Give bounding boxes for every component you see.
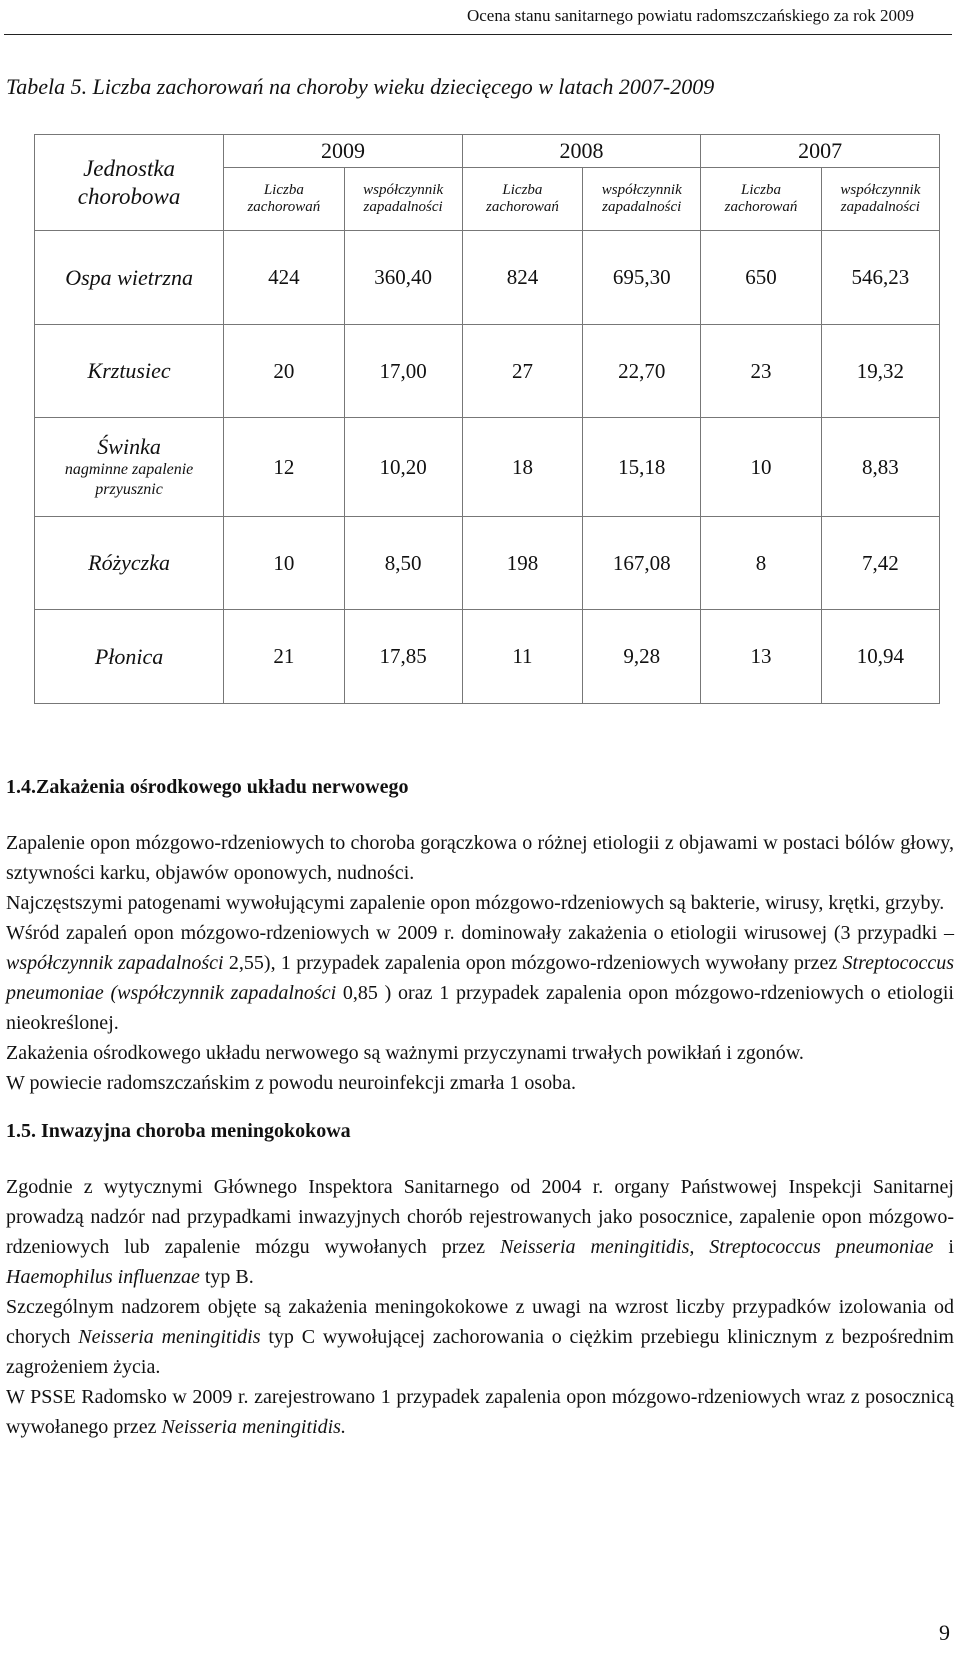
cases-value: 10	[701, 418, 821, 517]
table-row	[35, 517, 940, 610]
rate-value: 8,50	[344, 517, 462, 610]
disease-subname: przyusznic	[95, 481, 163, 498]
cases-header: Liczba zachorowań	[462, 168, 582, 231]
table-row	[35, 610, 940, 704]
cases-value: 13	[701, 610, 821, 704]
cases-value: 23	[701, 325, 821, 418]
rate-value: 695,30	[583, 231, 701, 325]
rate-value: 8,83	[821, 418, 939, 517]
rate-header: współczynnik zapadalności	[344, 168, 462, 231]
cases-value: 21	[224, 610, 344, 704]
rate-value: 7,42	[821, 517, 939, 610]
table-caption: Tabela 5. Liczba zachorowań na choroby wieku dziecięcego w latach 2007-2009	[6, 74, 715, 99]
year-header-2009: 2009	[224, 135, 463, 168]
cases-value: 11	[462, 610, 582, 704]
cases-value: 824	[462, 231, 582, 325]
paragraph: Zgodnie z wytycznymi Głównego Inspektora Sanitarnego od 2004 r. organy Państwowej Inspekcji Sanitarnej prowadzą nadzór nad przypadkami inwazyjnych chorób rejestrowanych jako posocznice, zapalenie opon mózgowo-rdzeniowych lub zapalenie mózgu wywołanych przez Neisseria meningitidis, Streptococcus pneumoniae i Haemophilus influenzae typ B.	[6, 1176, 954, 1288]
rate-value: 17,00	[344, 325, 462, 418]
rate-value: 10,20	[344, 418, 462, 517]
header-rule	[4, 34, 952, 35]
year-header-2008: 2008	[462, 135, 701, 168]
disease-name: Płonica	[35, 610, 224, 704]
table-row	[35, 418, 940, 517]
rate-value: 19,32	[821, 325, 939, 418]
rate-value: 9,28	[583, 610, 701, 704]
rate-header: współczynnik zapadalności	[583, 168, 701, 231]
cases-value: 12	[224, 418, 344, 517]
paragraph: Szczególnym nadzorem objęte są zakażenia meningokokowe z uwagi na wzrost liczby przypadków izolowania od chorych Neisseria meningitidis typ C wywołującej zachorowania o ciężkim przebiegu klinicznym z bezpośrednim zagrożeniem życia.	[6, 1296, 954, 1378]
year-header-2007: 2007	[701, 135, 940, 168]
rate-value: 360,40	[344, 231, 462, 325]
unit-column-header: Jednostka chorobowa	[35, 135, 224, 231]
cases-value: 8	[701, 517, 821, 610]
paragraph: Najczęstszymi patogenami wywołującymi zapalenie opon mózgowo-rdzeniowych są bakterie, wirusy, krętki, grzyby.	[6, 892, 945, 914]
disease-name: Krztusiec	[35, 325, 224, 418]
cases-value: 20	[224, 325, 344, 418]
rate-header: współczynnik zapadalności	[821, 168, 939, 231]
disease-name: Świnka nagminne zapalenie przyusznic	[35, 418, 224, 517]
rate-value: 546,23	[821, 231, 939, 325]
running-header: Ocena stanu sanitarnego powiatu radomszczańskiego za rok 2009	[466, 6, 914, 25]
cases-value: 424	[224, 231, 344, 325]
rate-value: 22,70	[583, 325, 701, 418]
cases-value: 650	[701, 231, 821, 325]
page-number: 9	[939, 1620, 950, 1645]
section-heading-1-4: 1.4.Zakażenia ośrodkowego układu nerwowego	[6, 776, 409, 798]
rate-value: 15,18	[583, 418, 701, 517]
cases-value: 27	[462, 325, 582, 418]
disease-name: Różyczka	[35, 517, 224, 610]
rate-value: 167,08	[583, 517, 701, 610]
rate-value: 17,85	[344, 610, 462, 704]
disease-name: Ospa wietrzna	[35, 231, 224, 325]
document-body	[6, 772, 954, 1442]
disease-subname: nagminne zapalenie	[64, 461, 194, 478]
cases-value: 18	[462, 418, 582, 517]
rate-value: 10,94	[821, 610, 939, 704]
paragraph: W powiecie radomszczańskim z powodu neuroinfekcji zmarła 1 osoba.	[6, 1072, 576, 1094]
cases-value: 10	[224, 517, 344, 610]
paragraph: Zapalenie opon mózgowo-rdzeniowych to choroba gorączkowa o różnej etiologii z objawami w postaci bólów głowy, sztywności karku, objawów oponowych, nudności.	[6, 832, 954, 884]
cases-header: Liczba zachorowań	[701, 168, 821, 231]
paragraph: Wśród zapaleń opon mózgowo-rdzeniowych w 2009 r. dominowały zakażenia o etiologii wirusowej (3 przypadki – współczynnik zapadalności 2,55), 1 przypadek zapalenia opon mózgowo-rdzeniowych wywołany przez Streptococcus pneumoniae (współczynnik zapadalności 0,85 ) oraz 1 przypadek zapalenia opon mózgowo-rdzeniowych o etiologii nieokreślonej.	[6, 922, 954, 1034]
cases-header: Liczba zachorowań	[224, 168, 344, 231]
disease-table	[34, 134, 940, 704]
paragraph: W PSSE Radomsko w 2009 r. zarejestrowano 1 przypadek zapalenia opon mózgowo-rdzeniowych wraz z posocznicą wywołanego przez Neisseria meningitidis.	[6, 1386, 954, 1438]
table-row	[35, 231, 940, 325]
section-heading-1-5: 1.5. Inwazyjna choroba meningokokowa	[6, 1120, 351, 1142]
table-row	[35, 325, 940, 418]
paragraph: Zakażenia ośrodkowego układu nerwowego są ważnymi przyczynami trwałych powikłań i zgonów.	[6, 1042, 804, 1064]
cases-value: 198	[462, 517, 582, 610]
